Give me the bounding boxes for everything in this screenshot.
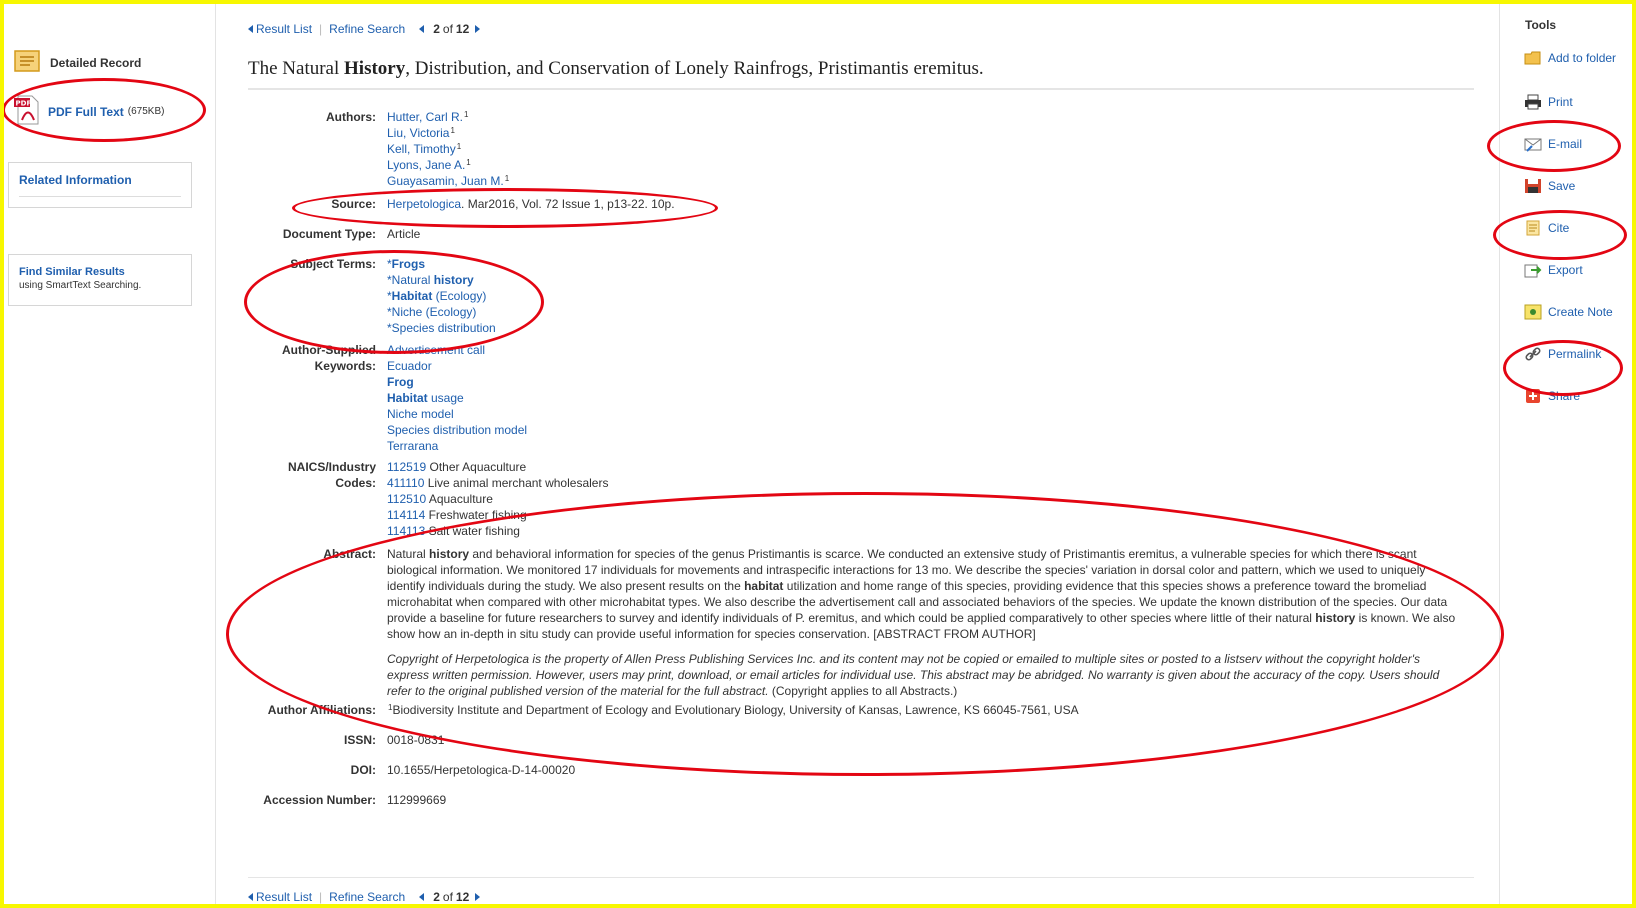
- affiliation-text: Biodiversity Institute and Department of Ecology and Evolutionary Biology, University of Kansas, Lawrence, KS 66045-7561, USA: [392, 703, 1079, 717]
- find-similar-box: [8, 254, 192, 306]
- naics-desc: Freshwater fishing: [425, 508, 527, 522]
- source-details: . Mar2016, Vol. 72 Issue 1, p13-22. 10p.: [461, 197, 675, 211]
- naics-label-line1: NAICS/Industry: [287, 460, 376, 474]
- author-link[interactable]: Lyons, Jane A.: [387, 158, 466, 172]
- subject-highlight: Habitat: [391, 289, 433, 303]
- note-icon: [1524, 303, 1542, 321]
- author-link[interactable]: Kell, Timothy: [387, 142, 456, 156]
- title-text-pre: The Natural: [248, 58, 345, 79]
- naics-desc: Other Aquaculture: [426, 460, 527, 474]
- naics-item: [387, 459, 1474, 475]
- tool-create-note[interactable]: [1524, 303, 1613, 321]
- article-title: [248, 58, 1474, 80]
- naics-label-line2: Codes:: [335, 476, 376, 490]
- copyright-italic: Copyright of Herpetologica is the property of Allen Press Publishing Services Inc. and its content may not be copied or emailed to multiple sites or posted to a listserv without the copyright holder's express written permission. However, users may print, download, or email articles for individual use. This abstract may be abridged. No warranty is given about the accuracy of the copy. Users should refer to the original published version of the material for the full abstract.: [387, 652, 1440, 698]
- title-text-post: , Distribution, and Conservation of Lonely Rainfrogs, Pristimantis eremitus.: [405, 58, 984, 79]
- tool-label: Save: [1548, 179, 1576, 193]
- page-of: of: [442, 890, 453, 904]
- affiliation-sup: 1: [388, 703, 393, 712]
- subject-star: *: [387, 257, 392, 271]
- keyword-highlight: Habitat: [387, 391, 428, 405]
- subject-term-link[interactable]: [387, 320, 1474, 336]
- refine-search-link-bottom[interactable]: Refine Search: [329, 890, 406, 904]
- doctype-value: Article: [387, 227, 421, 241]
- tool-label: Create Note: [1548, 305, 1613, 319]
- export-icon: [1524, 261, 1542, 279]
- naics-item: [387, 475, 1474, 491]
- tool-print[interactable]: [1524, 93, 1573, 111]
- subject-term-link[interactable]: [387, 272, 1474, 288]
- keyword-pre: Terrarana: [387, 439, 439, 453]
- author-item: [387, 141, 1474, 157]
- author-sup: 1: [450, 126, 455, 135]
- tool-label: Export: [1548, 263, 1583, 277]
- result-list-link[interactable]: Result List: [256, 22, 313, 36]
- tool-add-to-folder[interactable]: [1524, 49, 1616, 67]
- accession-value: 112999669: [387, 793, 447, 807]
- related-divider: [19, 196, 181, 197]
- keyword-link[interactable]: [387, 390, 1474, 406]
- copyright-normal: (Copyright applies to all Abstracts.): [768, 684, 958, 698]
- keyword-link[interactable]: [387, 438, 1474, 454]
- subject-rest: (Ecology): [432, 289, 487, 303]
- subject-pre: Species distribution: [391, 321, 496, 335]
- next-record-icon[interactable]: [475, 25, 480, 33]
- pdf-full-text-label: PDF Full Text: [48, 104, 124, 119]
- naics-desc: Live animal merchant wholesalers: [424, 476, 609, 490]
- next-record-icon[interactable]: [475, 893, 480, 901]
- svg-text:PDF: PDF: [15, 99, 32, 108]
- keyword-highlight: Frog: [387, 375, 414, 389]
- record-nav-bottom: [248, 889, 480, 905]
- annotation-oval-permalink: [1503, 340, 1623, 396]
- tool-label: Permalink: [1548, 347, 1602, 361]
- annotation-oval-source: [292, 188, 718, 228]
- detailed-record-item[interactable]: [12, 48, 141, 77]
- accession-label: Accession Number:: [263, 793, 376, 807]
- author-link[interactable]: Guayasamin, Juan M.: [387, 174, 504, 188]
- page-total: 12: [455, 22, 470, 36]
- pager: [419, 22, 480, 36]
- author-item: [387, 125, 1474, 141]
- abstract-label: Abstract:: [323, 547, 376, 561]
- subject-highlight: Frogs: [391, 257, 426, 271]
- page-current: 2: [433, 890, 440, 904]
- subject-star: *: [387, 321, 392, 335]
- keyword-pre: Species distribution model: [387, 423, 528, 437]
- annotation-oval-subjects: [244, 250, 544, 354]
- naics-desc: Salt water fishing: [425, 524, 520, 538]
- tool-save[interactable]: [1524, 177, 1575, 195]
- subject-terms-list: [387, 256, 1474, 336]
- page-of: of: [442, 22, 453, 36]
- result-list-link-bottom[interactable]: Result List: [256, 890, 313, 904]
- subject-term-link[interactable]: [387, 288, 1474, 304]
- author-item: [387, 109, 1474, 125]
- subject-star: *: [387, 273, 392, 287]
- doi-value: 10.1655/Herpetologica-D-14-00020: [387, 763, 576, 777]
- authors-list: [387, 109, 1474, 189]
- issn-label: ISSN:: [343, 733, 376, 747]
- related-information-link[interactable]: Related Information: [19, 173, 132, 187]
- annotation-oval-abstract: [226, 492, 1504, 776]
- naics-code-link[interactable]: 112510: [387, 492, 427, 506]
- subject-star: *: [387, 289, 392, 303]
- keyword-pre: Ecuador: [387, 359, 432, 373]
- detailed-record-icon: [12, 48, 42, 77]
- keyword-link[interactable]: [387, 342, 1474, 358]
- naics-desc: Aquaculture: [426, 492, 493, 506]
- related-information-box: [8, 162, 192, 208]
- authors-label: Authors:: [326, 110, 376, 124]
- doi-label: DOI:: [350, 763, 376, 777]
- keyword-pre: Niche model: [387, 407, 454, 421]
- keyword-rest: usage: [427, 391, 464, 405]
- subject-star: *: [387, 305, 392, 319]
- subject-terms-label: Subject Terms:: [290, 257, 376, 271]
- annotation-oval-pdf: [2, 78, 206, 142]
- naics-code-link[interactable]: 114114: [387, 508, 426, 522]
- source-journal-link[interactable]: Herpetologica: [387, 197, 462, 211]
- author-sup: 1: [456, 142, 462, 151]
- author-sup: 1: [464, 110, 469, 119]
- tool-label: Share: [1548, 389, 1581, 403]
- bottom-divider: [248, 877, 1474, 878]
- subject-pre: Niche (Ecology): [391, 305, 477, 319]
- page-total: 12: [455, 890, 470, 904]
- abstract-part2: and behavioral information for species of the genus Pristimantis is scarce. We conducted an extensive study of Pristimantis eremitus, a vulnerable species for which there is scant biological information. We monitored 17 individuals for movements and intraspecific interactions for 13 mo. We describe the species' variation in dorsal color and pattern, which we used to uniquely identify individuals during the study. We also present results on the: [387, 547, 1426, 593]
- keyword-link[interactable]: [387, 374, 1474, 390]
- title-highlight: History: [344, 58, 406, 79]
- abstract-part4: is known. We also show how an in-depth in situ study can provide useful information for species conservation. [ABSTRACT FROM AUTHOR]: [387, 611, 1456, 641]
- record-nav-top: [248, 21, 480, 37]
- detailed-record-label: Detailed Record: [50, 55, 142, 70]
- keyword-pre: Advertisement call: [387, 343, 486, 357]
- refine-search-link[interactable]: Refine Search: [329, 22, 406, 36]
- tools-title: Tools: [1525, 18, 1557, 32]
- author-item: [387, 157, 1474, 173]
- abstract-highlight1: history: [429, 547, 470, 561]
- tool-label: Print: [1548, 95, 1573, 109]
- naics-label: [248, 459, 376, 491]
- naics-code-link[interactable]: 411110: [387, 476, 425, 490]
- affiliations-label: Author Affiliations:: [267, 703, 376, 717]
- back-arrow-icon: [248, 893, 253, 901]
- subject-term-link[interactable]: [387, 304, 1474, 320]
- subject-pre: Natural: [391, 273, 434, 287]
- keyword-link[interactable]: [387, 406, 1474, 422]
- find-similar-subtext: using SmartText Searching.: [19, 280, 142, 291]
- keywords-label-line1: Author-Supplied: [282, 343, 376, 357]
- pager-bottom: [419, 890, 480, 904]
- abstract-part3: utilization and home range of this species, providing evidence that this species shows a preference toward the bromeliad microhabitat when compared with other microhabitat types. We also describe the advertisement call and associated behaviors of the species. We update the known distribution of the species. Our data provide a baseline for future researchers to survey and identify individuals of P. eremitus, and which could be applied comparatively to other species where little of their natural: [387, 579, 1448, 625]
- keywords-label-line2: Keywords:: [314, 359, 376, 373]
- abstract-highlight3: history: [1315, 611, 1356, 625]
- page-current: 2: [433, 22, 440, 36]
- tool-label: Add to folder: [1548, 51, 1617, 65]
- abstract-highlight2: habitat: [744, 579, 784, 593]
- tool-label: E-mail: [1548, 137, 1583, 151]
- pdf-size: (675KB): [127, 106, 165, 117]
- issn-value: 0018-0831: [387, 733, 445, 747]
- save-icon: [1524, 177, 1542, 195]
- nav-separator: |: [319, 890, 323, 904]
- keyword-link[interactable]: [387, 422, 1474, 438]
- tool-label: Cite: [1548, 221, 1570, 235]
- prev-record-icon[interactable]: [419, 25, 424, 33]
- nav-separator: |: [319, 22, 323, 36]
- title-divider: [248, 88, 1474, 90]
- tool-export[interactable]: [1524, 261, 1583, 279]
- doctype-label: Document Type:: [282, 227, 376, 241]
- naics-code-link[interactable]: 114113: [387, 524, 426, 538]
- author-sup: 1: [504, 174, 510, 183]
- naics-code-link[interactable]: 112519: [387, 460, 427, 474]
- folder-icon: [1524, 49, 1542, 67]
- author-sup: 1: [466, 158, 471, 167]
- author-link[interactable]: Liu, Victoria: [387, 126, 450, 140]
- back-arrow-icon: [248, 25, 253, 33]
- abstract-part1: Natural: [387, 547, 430, 561]
- source-label: Source:: [331, 197, 376, 211]
- subject-term-link[interactable]: [387, 256, 1474, 272]
- annotation-oval-cite: [1493, 210, 1627, 260]
- annotation-oval-email: [1487, 120, 1621, 172]
- subject-highlight: history: [433, 273, 474, 287]
- printer-icon: [1524, 93, 1542, 111]
- find-similar-link[interactable]: Find Similar Results: [19, 266, 125, 278]
- author-link[interactable]: Hutter, Carl R.: [387, 110, 464, 124]
- author-item: [387, 173, 1474, 189]
- keywords-list: [387, 342, 1474, 454]
- keyword-link[interactable]: [387, 358, 1474, 374]
- prev-record-icon[interactable]: [419, 893, 424, 901]
